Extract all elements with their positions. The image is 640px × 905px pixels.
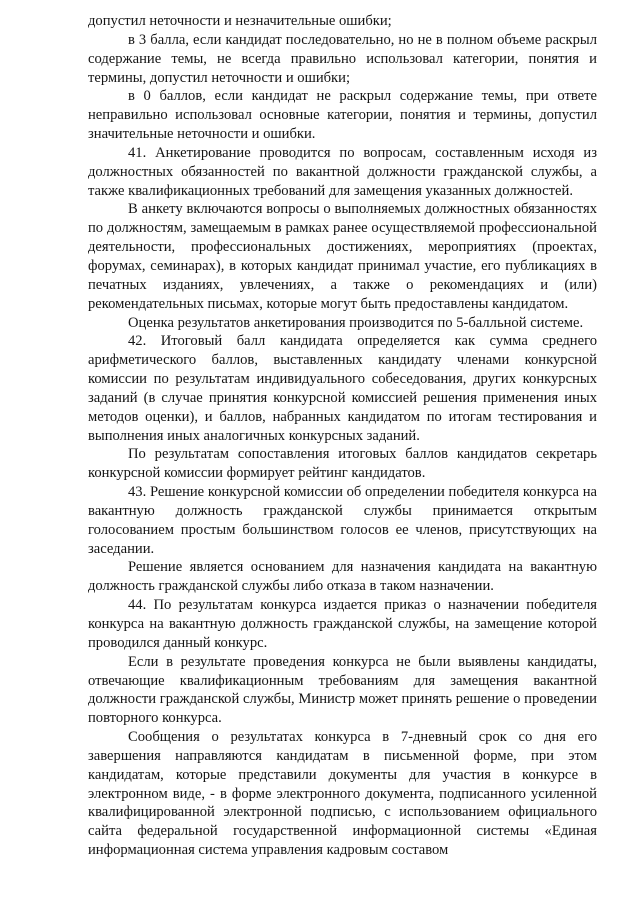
paragraph-8: По результатам сопоставления итоговых баллов кандидатов секретарь конкурсной комиссии формирует рейтинг кандидатов. <box>88 446 597 482</box>
paragraph-10: Решение является основанием для назначения кандидата на вакантную должность гражданской службы либо отказа в таком назначении. <box>88 559 597 595</box>
paragraph-2: в 3 балла, если кандидат последовательно, но не в полном объеме раскрыл содержание темы, не всегда правильно использовал категории, понятия и термины, допустил неточности и ошибки; <box>88 31 597 86</box>
paragraph-12: Если в результате проведения конкурса не были выявлены кандидаты, отвечающие квалификационным требованиям для замещения вакантной должности гражданской службы, Министр может принять решение о проведении повторного конкурса. <box>88 653 597 727</box>
paragraph-13: Сообщения о результатах конкурса в 7-дневный срок со дня его завершения направляются кандидатам в письменной форме, при этом кандидатам, которые представили документы для участия в конкурсе в электронном виде, - в форме электронного документа, подписанного усиленной квалифицированной электронной подписью, с использованием официального сайта федеральной государственной информационной системы «Единая информационная система управления кадровым составом <box>88 729 597 859</box>
paragraph-6: Оценка результатов анкетирования производится по 5-балльной системе. <box>128 314 584 331</box>
paragraph-4: 41. Анкетирование проводится по вопросам, составленным исходя из должностных обязанностей по вакантной должности гражданской службы, а также квалификационных требований для замещения указанных должностей. <box>88 144 597 199</box>
paragraph-11: 44. По результатам конкурса издается приказ о назначении победителя конкурса на вакантную должность гражданской службы, на замещение которой проводился данный конкурс. <box>88 597 597 651</box>
paragraph-7: 42. Итоговый балл кандидата определяется как сумма среднего арифметического баллов, выставленных кандидату членами конкурсной комиссии по результатам индивидуального собеседования, других конкурсных заданий (в случае принятия конкурсной комиссией решения применения иных методов оценки), и баллов, набранных кандидатом по итогам тестирования и выполнения иных аналогичных конкурсных заданий. <box>88 333 597 444</box>
paragraph-5: В анкету включаются вопросы о выполняемых должностных обязанностях по должностям, замещаемым в рамках ранее осуществляемой профессиональной деятельности, профессиональных достижениях, мероприятиях (проектах, форумах, семинарах), в которых кандидат принимал участие, его публикациях в печатных изданиях, увлечениях, а также о рекомендациях и (или) рекомендательных письмах, которые могут быть предоставлены кандидатом. <box>88 201 597 312</box>
paragraph-9: 43. Решение конкурсной комиссии об определении победителя конкурса на вакантную должность гражданской службы принимается открытым голосованием простым большинством голосов ее членов, присутствующих на заседании. <box>88 484 597 557</box>
paragraph-3: в 0 баллов, если кандидат не раскрыл содержание темы, при ответе неправильно использовал основные категории, понятия и термины, допустил значительные неточности и ошибки. <box>88 88 597 143</box>
document-page <box>88 12 597 860</box>
paragraph-1: допустил неточности и незначительные ошибки; <box>88 13 392 29</box>
